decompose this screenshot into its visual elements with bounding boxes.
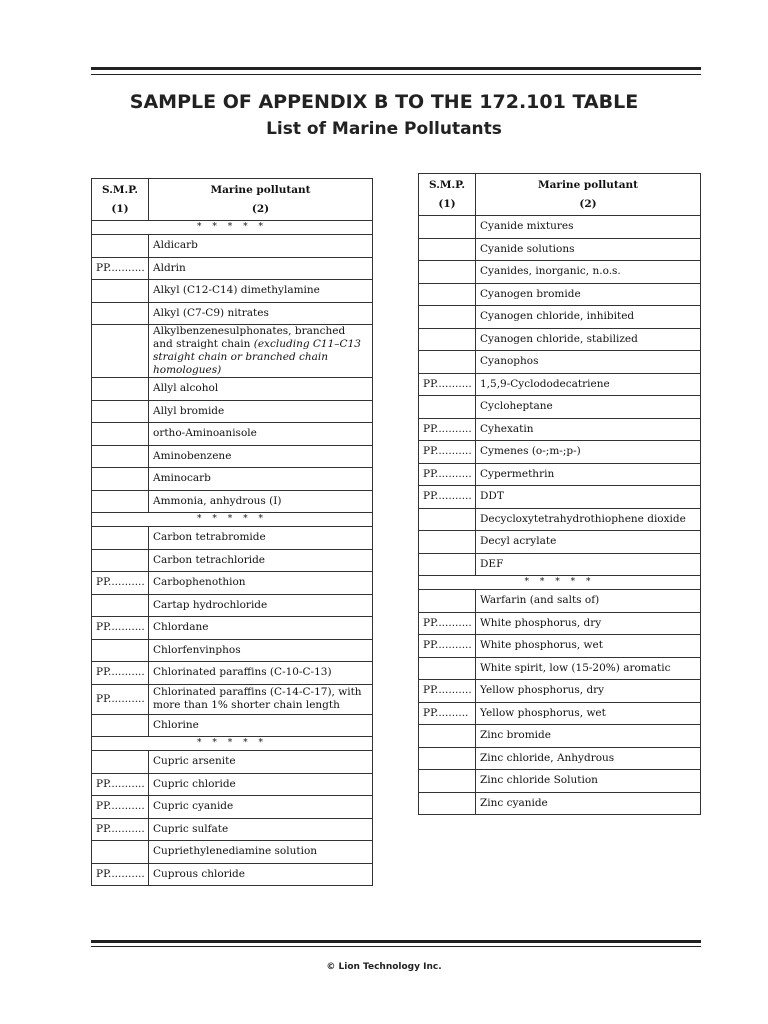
table-row xyxy=(92,527,373,550)
smp-column-header xyxy=(419,174,476,216)
pollutant-name: White spirit, low (15-20%) aromatic xyxy=(480,661,671,674)
pollutant-name-cell xyxy=(476,747,701,770)
pollutant-name: Warfarin (and salts of) xyxy=(480,594,600,607)
pollutant-name: Zinc chloride, Anhydrous xyxy=(480,751,615,764)
pollutant-name: Chlorinated paraffins (C-10-C-13) xyxy=(153,666,332,679)
table-row xyxy=(92,572,373,595)
smp-cell xyxy=(92,841,149,864)
smp-cell xyxy=(419,238,476,261)
table-row xyxy=(419,486,701,509)
pollutant-name: Alkylbenzenesulphonates, branched and straight chain xyxy=(153,325,346,350)
pollutant-name: Aldrin xyxy=(153,261,186,274)
section-separator-row xyxy=(92,221,373,235)
table-row xyxy=(419,216,701,239)
pollutant-name-cell xyxy=(149,863,373,886)
table-row xyxy=(92,325,373,378)
pollutant-name-cell xyxy=(149,468,373,491)
pollutant-name: Cypermethrin xyxy=(480,467,555,480)
table-row xyxy=(92,235,373,258)
pollutant-name: Carbon tetrabromide xyxy=(153,531,266,544)
pollutant-name-cell xyxy=(476,216,701,239)
pollutant-name-cell xyxy=(476,486,701,509)
smp-cell xyxy=(92,378,149,401)
smp-cell xyxy=(92,639,149,662)
pollutant-name: Chlorinated paraffins (C-14-C-17), with more than 1% shorter chain length xyxy=(153,686,362,711)
page-subtitle: List of Marine Pollutants xyxy=(266,119,502,139)
pollutant-name-cell xyxy=(476,351,701,374)
pollutant-name-cell xyxy=(476,441,701,464)
pollutant-name-cell xyxy=(476,418,701,441)
pollutant-name: Cycloheptane xyxy=(480,400,553,413)
pollutant-note: (excluding C11–C13 straight chain or branched chain homologues) xyxy=(153,338,361,376)
smp-cell: PP........... xyxy=(419,680,476,703)
pollutant-name-cell xyxy=(149,773,373,796)
table-row xyxy=(92,445,373,468)
smp-cell xyxy=(92,235,149,258)
smp-cell xyxy=(92,445,149,468)
separator-stars: * * * * * xyxy=(92,221,373,235)
pollutant-name-cell xyxy=(476,657,701,680)
smp-cell xyxy=(92,280,149,303)
section-separator-row xyxy=(92,513,373,527)
smp-cell: PP........... xyxy=(92,818,149,841)
smp-header-label: S.M.P. xyxy=(429,178,465,191)
pollutant-header-label: Marine pollutant xyxy=(537,178,638,191)
table-row xyxy=(419,612,701,635)
smp-header-sub: (1) xyxy=(438,197,456,210)
smp-header-sub: (1) xyxy=(111,202,129,215)
pollutant-name: Cupric chloride xyxy=(153,777,236,790)
pollutant-name: Chlorine xyxy=(153,718,199,731)
pollutant-name: Yellow phosphorus, dry xyxy=(480,684,605,697)
table-row xyxy=(419,770,701,793)
table-row xyxy=(92,662,373,685)
smp-cell xyxy=(419,531,476,554)
pollutant-name-cell xyxy=(149,594,373,617)
pollutant-name: DEF xyxy=(480,557,504,570)
pollutant-name-cell xyxy=(476,531,701,554)
left-pollutant-table xyxy=(91,178,373,886)
smp-cell: PP........... xyxy=(419,486,476,509)
pollutant-name: Cyanide solutions xyxy=(480,242,575,255)
separator-stars: * * * * * xyxy=(92,737,373,751)
smp-cell xyxy=(419,306,476,329)
smp-cell xyxy=(92,423,149,446)
pollutant-name: Zinc cyanide xyxy=(480,796,548,809)
pollutant-name-cell xyxy=(476,328,701,351)
pollutant-name: Aminocarb xyxy=(153,472,211,485)
table-row xyxy=(92,863,373,886)
smp-cell: PP........... xyxy=(419,418,476,441)
pollutant-name: Cupric sulfate xyxy=(153,822,229,835)
copyright-footer: © Lion Technology Inc. xyxy=(326,962,442,972)
smp-cell xyxy=(92,490,149,513)
pollutant-name: Decyl acrylate xyxy=(480,535,557,548)
pollutant-name: Zinc chloride Solution xyxy=(480,774,598,787)
pollutant-name-cell xyxy=(149,423,373,446)
separator-stars: * * * * * xyxy=(419,576,701,590)
table-row xyxy=(92,280,373,303)
pollutant-name: Cyanophos xyxy=(480,355,539,368)
table-row xyxy=(92,684,373,714)
pollutant-name: Cartap hydrochloride xyxy=(153,598,268,611)
table-row xyxy=(419,702,701,725)
smp-cell xyxy=(419,328,476,351)
smp-cell xyxy=(419,283,476,306)
pollutant-name-cell xyxy=(149,662,373,685)
pollutant-name: White phosphorus, wet xyxy=(480,639,603,652)
pollutant-name: Allyl alcohol xyxy=(153,382,219,395)
table-row xyxy=(419,553,701,576)
pollutant-name-cell xyxy=(476,725,701,748)
smp-cell: PP.......... xyxy=(419,702,476,725)
pollutant-name: Ammonia, anhydrous (I) xyxy=(153,494,282,507)
smp-cell: PP........... xyxy=(419,373,476,396)
table-row xyxy=(419,635,701,658)
smp-cell: PP........... xyxy=(92,662,149,685)
pollutant-name: Aminobenzene xyxy=(153,449,232,462)
smp-cell: PP........... xyxy=(92,257,149,280)
pollutant-name-cell xyxy=(476,702,701,725)
table-row xyxy=(419,441,701,464)
table-row xyxy=(92,714,373,737)
pollutant-name-cell xyxy=(476,373,701,396)
table-row xyxy=(92,549,373,572)
bottom-rule-thick xyxy=(91,940,701,943)
pollutant-name-cell xyxy=(149,714,373,737)
pollutant-name-cell xyxy=(476,553,701,576)
smp-cell xyxy=(419,508,476,531)
pollutant-name-cell xyxy=(149,235,373,258)
smp-cell xyxy=(92,751,149,774)
pollutant-name-cell xyxy=(476,612,701,635)
pollutant-name: Cuprous chloride xyxy=(153,867,245,880)
smp-cell xyxy=(92,594,149,617)
pollutant-name-cell xyxy=(149,684,373,714)
table-row xyxy=(92,400,373,423)
pollutant-name-cell xyxy=(149,818,373,841)
table-row xyxy=(92,841,373,864)
pollutant-header-sub: (2) xyxy=(579,197,597,210)
smp-cell xyxy=(92,468,149,491)
smp-cell xyxy=(419,396,476,419)
smp-cell: PP........... xyxy=(92,572,149,595)
table-row xyxy=(92,796,373,819)
table-row xyxy=(419,531,701,554)
smp-cell xyxy=(92,325,149,378)
right-table-body xyxy=(419,216,701,815)
table-row xyxy=(92,594,373,617)
table-row xyxy=(92,490,373,513)
top-rule-thin xyxy=(91,74,701,75)
smp-cell xyxy=(419,216,476,239)
pollutant-name-cell xyxy=(476,635,701,658)
bottom-rule-thin xyxy=(91,946,701,947)
section-separator-row xyxy=(92,737,373,751)
table-row xyxy=(419,373,701,396)
pollutant-name-cell xyxy=(476,590,701,613)
pollutant-name-cell xyxy=(476,306,701,329)
table-row xyxy=(419,238,701,261)
pollutant-name: White phosphorus, dry xyxy=(480,616,602,629)
pollutant-name-cell xyxy=(476,261,701,284)
pollutant-column-header xyxy=(476,174,701,216)
smp-cell xyxy=(92,549,149,572)
table-header xyxy=(419,174,701,216)
pollutant-name-cell xyxy=(476,508,701,531)
table-row xyxy=(419,747,701,770)
table-row xyxy=(92,773,373,796)
smp-cell: PP........... xyxy=(92,863,149,886)
page-title: SAMPLE OF APPENDIX B TO THE 172.101 TABLE xyxy=(129,91,639,113)
pollutant-name: Cupric cyanide xyxy=(153,800,234,813)
table-header xyxy=(92,179,373,221)
smp-header-label: S.M.P. xyxy=(102,183,138,196)
table-row xyxy=(92,639,373,662)
pollutant-header-label: Marine pollutant xyxy=(210,183,311,196)
smp-column-header xyxy=(92,179,149,221)
pollutant-name: Carbon tetrachloride xyxy=(153,553,266,566)
pollutant-name-cell xyxy=(149,325,373,378)
pollutant-name: Cyanogen chloride, stabilized xyxy=(480,332,638,345)
smp-cell xyxy=(92,400,149,423)
pollutant-name: Allyl bromide xyxy=(153,404,225,417)
smp-cell xyxy=(419,770,476,793)
pollutant-name-cell xyxy=(149,490,373,513)
pollutant-name-cell xyxy=(149,302,373,325)
smp-cell xyxy=(419,725,476,748)
smp-cell: PP........... xyxy=(419,441,476,464)
pollutant-name: Cyanogen bromide xyxy=(480,287,581,300)
table-row xyxy=(419,283,701,306)
smp-cell xyxy=(92,527,149,550)
table-row xyxy=(92,302,373,325)
pollutant-name: ortho-Aminoanisole xyxy=(153,427,257,440)
table-row xyxy=(419,657,701,680)
pollutant-name-cell xyxy=(149,280,373,303)
smp-cell xyxy=(419,351,476,374)
pollutant-name: 1,5,9-Cyclododecatriene xyxy=(480,377,610,390)
table-row xyxy=(419,418,701,441)
table-row xyxy=(419,351,701,374)
pollutant-name: Zinc bromide xyxy=(480,729,551,742)
pollutant-name-cell xyxy=(149,841,373,864)
table-row xyxy=(419,680,701,703)
table-row xyxy=(419,396,701,419)
table-row xyxy=(419,725,701,748)
pollutant-name: Yellow phosphorus, wet xyxy=(480,706,606,719)
table-row xyxy=(419,792,701,815)
pollutant-name: Cyanogen chloride, inhibited xyxy=(480,310,635,323)
pollutant-column-header xyxy=(149,179,373,221)
smp-cell xyxy=(419,261,476,284)
pollutant-name-cell xyxy=(149,257,373,280)
table-row xyxy=(419,306,701,329)
pollutant-name: Chlorfenvinphos xyxy=(153,643,241,656)
table-row xyxy=(419,328,701,351)
pollutant-name-cell xyxy=(476,792,701,815)
pollutant-name: Cupriethylenediamine solution xyxy=(153,845,318,858)
pollutant-name-cell xyxy=(149,751,373,774)
pollutant-name-cell xyxy=(476,680,701,703)
pollutant-name: DDT xyxy=(480,490,504,503)
pollutant-name: Cyhexatin xyxy=(480,422,534,435)
smp-cell xyxy=(92,302,149,325)
smp-cell xyxy=(419,747,476,770)
pollutant-name-cell xyxy=(149,639,373,662)
right-pollutant-table xyxy=(418,173,701,815)
table-row xyxy=(92,751,373,774)
smp-cell: PP........... xyxy=(419,612,476,635)
pollutant-name: Alkyl (C7-C9) nitrates xyxy=(153,306,269,319)
table-row xyxy=(92,617,373,640)
smp-cell xyxy=(419,590,476,613)
table-row xyxy=(92,423,373,446)
table-row xyxy=(92,257,373,280)
pollutant-name-cell xyxy=(149,527,373,550)
pollutant-name: Carbophenothion xyxy=(153,576,246,589)
smp-cell xyxy=(419,792,476,815)
table-row xyxy=(419,261,701,284)
table-row xyxy=(419,463,701,486)
top-rule-thick xyxy=(91,67,701,70)
table-row xyxy=(92,378,373,401)
smp-cell xyxy=(419,553,476,576)
table-row xyxy=(419,508,701,531)
pollutant-name: Aldicarb xyxy=(153,239,198,252)
pollutant-name-cell xyxy=(149,445,373,468)
smp-cell: PP........... xyxy=(92,796,149,819)
smp-cell: PP........... xyxy=(92,617,149,640)
pollutant-name-cell xyxy=(149,617,373,640)
smp-cell: PP........... xyxy=(92,684,149,714)
table-row xyxy=(92,818,373,841)
pollutant-name-cell xyxy=(476,238,701,261)
table-row xyxy=(92,468,373,491)
table-row xyxy=(419,590,701,613)
pollutant-name-cell xyxy=(476,283,701,306)
pollutant-name-cell xyxy=(149,796,373,819)
pollutant-name: Chlordane xyxy=(153,621,209,634)
smp-cell xyxy=(419,657,476,680)
pollutant-name-cell xyxy=(476,770,701,793)
pollutant-name: Decycloxytetrahydrothiophene dioxide xyxy=(480,512,686,525)
pollutant-name: Alkyl (C12-C14) dimethylamine xyxy=(153,284,320,297)
pollutant-name-cell xyxy=(476,463,701,486)
pollutant-name: Cupric arsenite xyxy=(153,755,236,768)
smp-cell: PP........... xyxy=(419,635,476,658)
section-separator-row xyxy=(419,576,701,590)
pollutant-name-cell xyxy=(149,378,373,401)
smp-cell xyxy=(92,714,149,737)
pollutant-name: Cyanides, inorganic, n.o.s. xyxy=(480,265,621,278)
smp-cell: PP........... xyxy=(419,463,476,486)
pollutant-name-cell xyxy=(149,400,373,423)
pollutant-name-cell xyxy=(149,549,373,572)
pollutant-name: Cymenes (o-;m-;p-) xyxy=(480,445,581,458)
smp-cell: PP........... xyxy=(92,773,149,796)
pollutant-name-cell xyxy=(476,396,701,419)
separator-stars: * * * * * xyxy=(92,513,373,527)
left-table-body xyxy=(92,221,373,886)
pollutant-name: Cyanide mixtures xyxy=(480,220,574,233)
pollutant-name-cell xyxy=(149,572,373,595)
pollutant-header-sub: (2) xyxy=(251,202,270,215)
